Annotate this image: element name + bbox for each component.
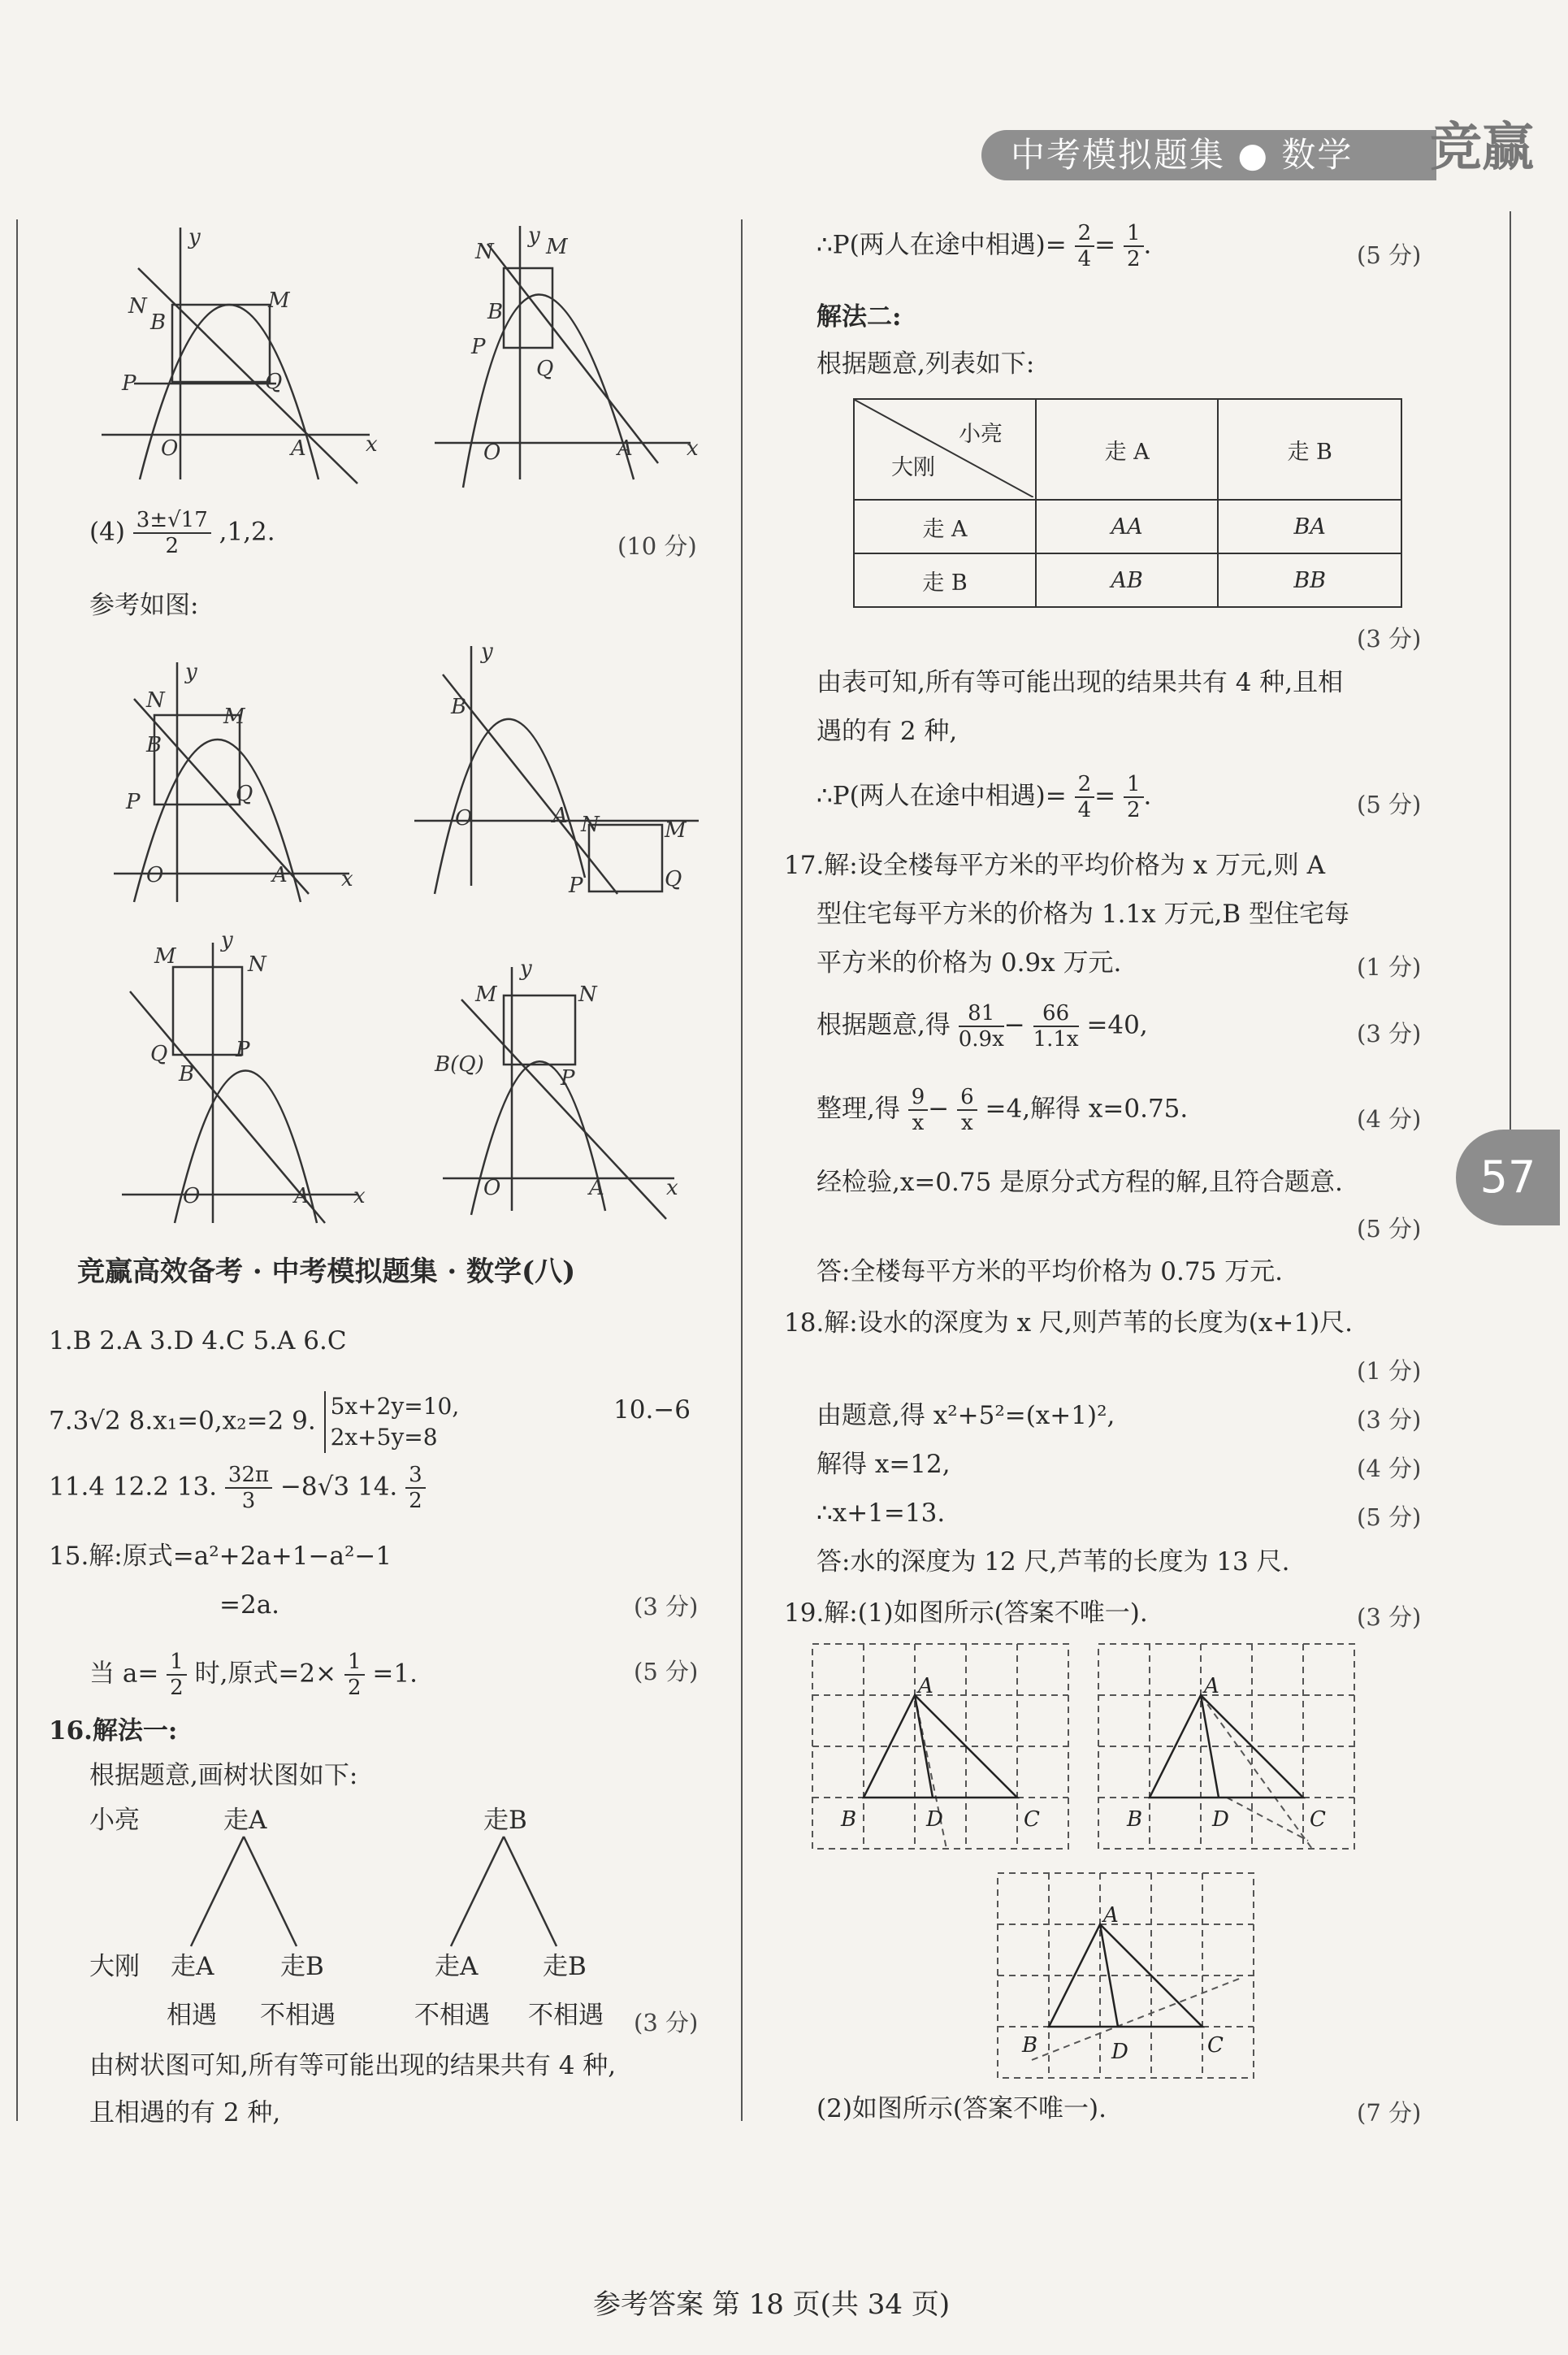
tri-c-label: C <box>1024 1807 1040 1832</box>
q18-line5: 答:水的深度为 12 尺,芦苇的长度为 13 尺. <box>816 1547 1290 1577</box>
q17-line2: 型住宅每平方米的价格为 1.1x 万元,B 型住宅每 <box>816 900 1349 929</box>
tri-d-label: D <box>1111 2040 1128 2064</box>
answers-1-6: 1.B 2.A 3.D 4.C 5.A 6.C <box>49 1326 347 1355</box>
point-a-label: A <box>294 1184 310 1208</box>
tree-root-b: 走B <box>483 1806 527 1835</box>
q15-score-2: (5 分) <box>634 1658 699 1685</box>
tri-b-label: B <box>841 1807 857 1832</box>
axis-y-label: y <box>481 640 493 664</box>
point-q-label: Q <box>150 1042 168 1066</box>
q19-line1: 19.解:(1)如图所示(答案不唯一). <box>784 1598 1148 1628</box>
q17-line4: 根据题意,得 $\frac{81}{0.9x}$ − $\frac{66}{1.1x}$ =40, <box>816 1001 1148 1052</box>
point-bq-label: B(Q) <box>435 1052 484 1077</box>
q18-score-1: (1 分) <box>1357 1357 1422 1385</box>
method2-line2: 由表可知,所有等可能出现的结果共有 4 种,且相 <box>816 668 1344 697</box>
tree-root-a: 走A <box>223 1806 267 1835</box>
q16-line3: 且相遇的有 2 种, <box>89 2098 281 2127</box>
q15-line2: =2a. <box>219 1590 280 1620</box>
axis-y-label: y <box>185 660 197 684</box>
q18-score-4: (5 分) <box>1357 1503 1422 1531</box>
origin-label: O <box>455 806 473 831</box>
q19-score-2: (7 分) <box>1357 2099 1422 2127</box>
q17-score-1: (1 分) <box>1357 953 1422 981</box>
tree-leaf-4: 走B <box>543 1952 587 1981</box>
tree-result-4: 不相遇 <box>528 2001 604 2030</box>
point-a-label: A <box>272 863 288 887</box>
right-border-line <box>1510 211 1511 1130</box>
axis-x-label: x <box>353 1184 366 1208</box>
q15-line1: 15.解:原式=a²+2a+1−a²−1 <box>49 1542 392 1571</box>
point-m-label: M <box>665 818 687 843</box>
tri-a-label: A <box>1204 1674 1219 1698</box>
method2-line3: 遇的有 2 种, <box>816 717 958 746</box>
prob-score-2: (5 分) <box>1357 791 1422 818</box>
point-n-label: N <box>146 688 165 713</box>
q17-line7: 答:全楼每平方米的平均价格为 0.75 万元. <box>816 1257 1284 1286</box>
q18-line3: 解得 x=12, <box>816 1450 951 1479</box>
point-m-label: M <box>154 944 176 969</box>
header-title: 中考模拟题集 ● 数学 <box>981 130 1436 180</box>
q18-line4: ∴x+1=13. <box>816 1498 946 1528</box>
axis-x-label: x <box>687 436 699 461</box>
section-title: 竞赢高效备考 · 中考模拟题集 · 数学(八) <box>77 1256 576 1288</box>
tri-d-label: D <box>1212 1807 1229 1832</box>
point-n-label: N <box>581 813 600 837</box>
point-m-label: M <box>268 288 290 313</box>
q15-line3: 当 a= $\frac{1}{2}$ 时,原式=2× $\frac{1}{2}$ =1. <box>89 1650 418 1700</box>
page-footer: 参考答案 第 18 页(共 34 页) <box>593 2288 951 2321</box>
axis-y-label: y <box>520 956 532 981</box>
q17-line3: 平方米的价格为 0.9x 万元. <box>816 948 1122 978</box>
q19-line2: (2)如图所示(答案不唯一). <box>816 2094 1107 2123</box>
tri-c-label: C <box>1207 2033 1224 2058</box>
point-b-label: B <box>451 695 467 719</box>
q15-score-1: (3 分) <box>634 1593 699 1620</box>
method2-title: 解法二: <box>816 302 902 332</box>
q17-score-3: (4 分) <box>1357 1105 1422 1133</box>
axis-y-label: y <box>188 225 201 249</box>
point-q-label: Q <box>236 782 253 806</box>
q4-score: (10 分) <box>617 532 697 560</box>
point-m-label: M <box>546 235 568 259</box>
point-q-label: Q <box>536 357 554 381</box>
tri-c-label: C <box>1310 1807 1326 1832</box>
q16-title: 16.解法一: <box>49 1716 178 1746</box>
axis-y-label: y <box>528 223 540 248</box>
q18-score-2: (3 分) <box>1357 1406 1422 1433</box>
point-b-label: B <box>487 300 504 324</box>
grid-figures <box>804 1637 1373 2093</box>
q16-line2: 由树状图可知,所有等可能出现的结果共有 4 种, <box>89 2051 617 2080</box>
page-badge: 57 <box>1456 1130 1560 1225</box>
probability-table: 小亮 大刚 走 A 走 B 走 A AA BA 走 B AB BB <box>853 398 1402 608</box>
tree-result-1: 相遇 <box>167 2001 217 2030</box>
point-b-label: B <box>146 733 162 757</box>
axis-x-label: x <box>341 867 353 891</box>
tree-dagang: 大刚 <box>89 1952 140 1981</box>
prob-line-2: ∴P(两人在途中相遇)= $\frac{2}{4}$ = $\frac{1}{2}$ . <box>816 772 1152 822</box>
point-p-label: P <box>126 790 141 814</box>
point-p-label: P <box>236 1038 250 1062</box>
tree-xiaoliang: 小亮 <box>89 1806 140 1835</box>
q17-score-2: (3 分) <box>1357 1020 1422 1047</box>
point-b-label: B <box>179 1062 195 1086</box>
reference-note: 参考如图: <box>89 591 199 620</box>
point-m-label: M <box>223 705 245 729</box>
tree-score: (3 分) <box>634 2009 699 2036</box>
point-n-label: N <box>475 240 494 264</box>
tree-leaf-1: 走A <box>171 1952 214 1981</box>
q16-line1: 根据题意,画树状图如下: <box>89 1761 358 1790</box>
origin-label: O <box>483 1176 501 1200</box>
point-p-label: P <box>471 335 486 359</box>
brand-logo: 竞赢 <box>1430 118 1534 178</box>
tri-b-label: B <box>1127 1807 1143 1832</box>
column-divider <box>741 219 743 2121</box>
q17-line1: 17.解:设全楼每平方米的平均价格为 x 万元,则 A <box>784 851 1326 880</box>
origin-label: O <box>146 863 164 887</box>
q18-line1: 18.解:设水的深度为 x 尺,则芦苇的长度为(x+1)尺. <box>784 1308 1354 1338</box>
tree-result-2: 不相遇 <box>260 2001 336 2030</box>
tree-leaf-2: 走B <box>280 1952 324 1981</box>
q4-answer: (4) $\frac{3\pm√17}{2}$ ,1,2. <box>89 508 275 558</box>
point-q-label: Q <box>265 370 283 394</box>
tri-d-label: D <box>926 1807 943 1832</box>
q19-score-1: (3 分) <box>1357 1603 1422 1631</box>
tri-a-label: A <box>1103 1903 1119 1928</box>
point-q-label: Q <box>665 867 682 891</box>
origin-label: O <box>183 1184 201 1208</box>
tree-result-3: 不相遇 <box>414 2001 490 2030</box>
q17-line5: 整理,得 $\frac{9}{x}$ − $\frac{6}{x}$ =4,解得 x=0.75. <box>816 1085 1189 1135</box>
point-a-label: A <box>552 804 568 828</box>
q17-line6: 经检验,x=0.75 是原分式方程的解,且符合题意. <box>816 1168 1343 1197</box>
point-n-label: N <box>248 952 266 977</box>
answers-11-14: 11.4 12.2 13. $\frac{32\pi}{3}$ −8√3 14. $\frac{3}{2}$ <box>49 1463 426 1513</box>
tri-b-label: B <box>1022 2033 1038 2058</box>
prob-line-1: ∴P(两人在途中相遇)= $\frac{2}{4}$ = $\frac{1}{2}$ . <box>816 221 1152 271</box>
q18-score-3: (4 分) <box>1357 1455 1422 1482</box>
prob-score-1: (5 分) <box>1357 241 1422 269</box>
point-b-label: B <box>150 310 167 335</box>
answers-7-9: 7.3√2 8.x₁=0,x₂=2 9. 5x+2y=10, 2x+5y=8 <box>49 1391 459 1453</box>
point-n-label: N <box>128 294 147 319</box>
point-m-label: M <box>475 982 497 1007</box>
tree-leaf-3: 走A <box>435 1952 479 1981</box>
point-p-label: P <box>561 1066 575 1091</box>
point-a-label: A <box>617 436 633 461</box>
axis-x-label: x <box>366 432 378 457</box>
q18-line2: 由题意,得 x²+5²=(x+1)², <box>816 1401 1115 1430</box>
axis-y-label: y <box>221 928 233 952</box>
method2-line1: 根据题意,列表如下: <box>816 349 1035 379</box>
origin-label: O <box>161 436 179 461</box>
table-score: (3 分) <box>1357 625 1422 653</box>
point-p-label: P <box>569 874 583 898</box>
point-a-label: A <box>589 1176 604 1200</box>
answer-10: 10.−6 <box>613 1395 691 1425</box>
q17-score-4: (5 分) <box>1357 1215 1422 1243</box>
origin-label: O <box>483 440 501 465</box>
point-p-label: P <box>122 371 136 396</box>
axis-x-label: x <box>666 1176 678 1200</box>
point-n-label: N <box>578 982 597 1007</box>
tri-a-label: A <box>918 1674 933 1698</box>
point-a-label: A <box>291 436 306 461</box>
